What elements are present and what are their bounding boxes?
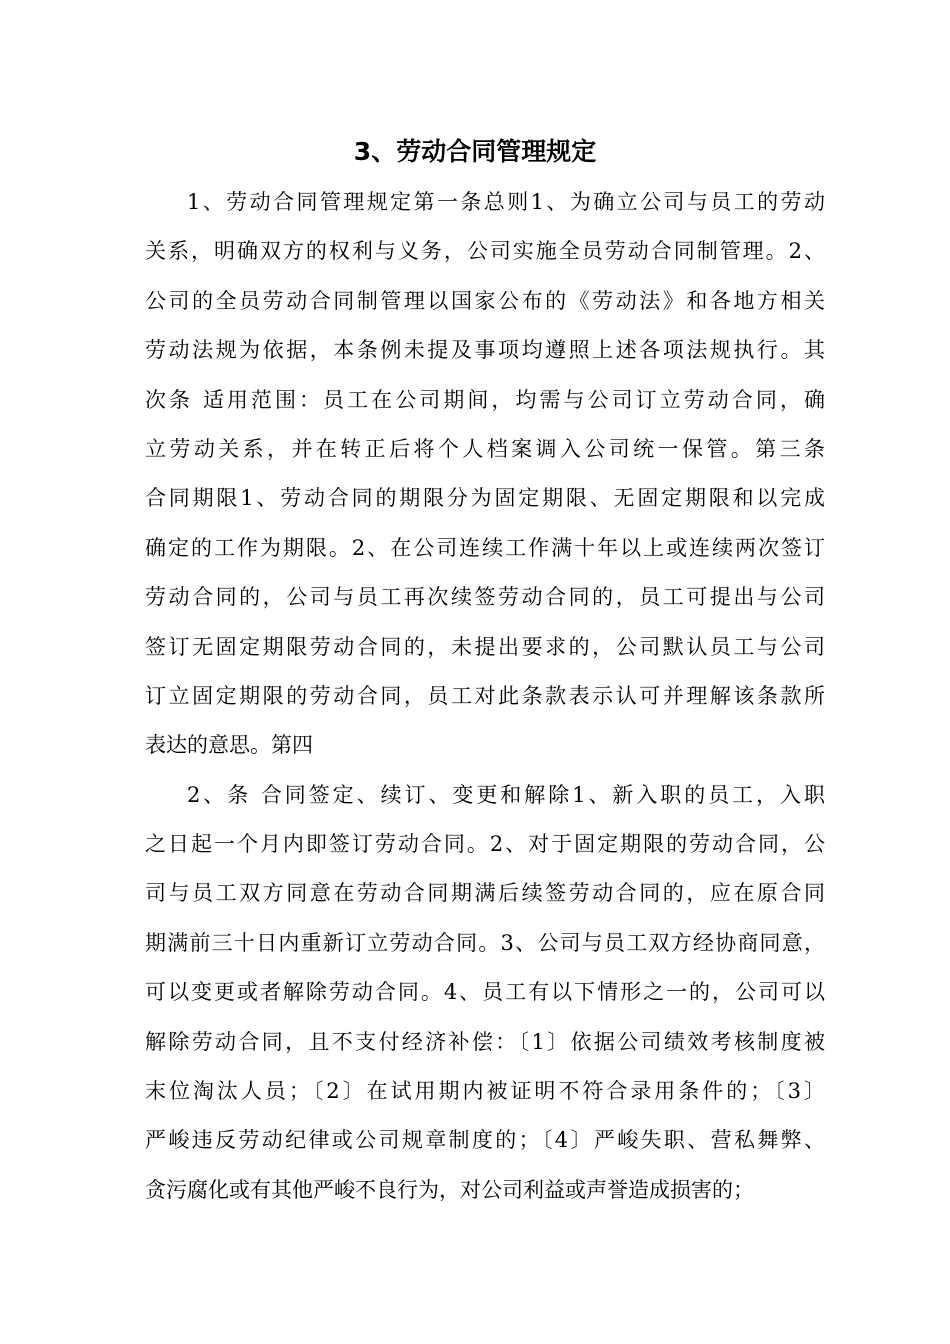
text-line: 严峻违反劳动纪律或公司规章制度的；〔4〕严峻失职、营私舞弊、 xyxy=(145,1128,825,1153)
text-line: 劳动合同的，公司与员工再次续签劳动合同的，员工可提出与公司 xyxy=(145,585,825,610)
text-line: 1、劳动合同管理规定第一条总则1、为确立公司与员工的劳动 xyxy=(187,190,825,214)
text-line: 签订无固定期限劳动合同的，未提出要求的，公司默认员工与公司 xyxy=(145,634,825,659)
text-line: 公司的全员劳动合同制管理以国家公布的《劳动法》和各地方相关 xyxy=(145,288,825,313)
paragraph-1 xyxy=(145,178,825,771)
text-line: 合同期限1、劳动合同的期限分为固定期限、无固定期限和以完成 xyxy=(145,486,825,511)
text-line: 确定的工作为期限。2、在公司连续工作满十年以上或连续两次签订 xyxy=(145,535,825,560)
text-line: 订立固定期限的劳动合同，员工对此条款表示认可并理解该条款所 xyxy=(145,683,825,708)
document-body xyxy=(145,178,825,1215)
text-line: 期满前三十日内重新订立劳动合同。3、公司与员工双方经协商同意， xyxy=(145,930,825,955)
text-line: 司与员工双方同意在劳动合同期满后续签劳动合同的，应在原合同 xyxy=(145,881,825,906)
text-line: 贪污腐化或有其他严峻不良行为，对公司利益或声誉造成损害的； xyxy=(145,1177,754,1202)
text-line: 关系，明确双方的权利与义务，公司实施全员劳动合同制管理。2、 xyxy=(145,239,825,264)
text-line: 次条 适用范围：员工在公司期间，均需与公司订立劳动合同，确 xyxy=(145,387,825,412)
text-line: 表达的意思。第四 xyxy=(145,733,313,758)
paragraph-2 xyxy=(145,771,825,1216)
text-line: 之日起一个月内即签订劳动合同。2、对于固定期限的劳动合同，公 xyxy=(145,832,825,857)
text-line: 末位淘汰人员；〔2〕在试用期内被证明不符合录用条件的；〔3〕 xyxy=(145,1079,825,1104)
document-title: 3、劳动合同管理规定 xyxy=(353,137,597,166)
text-line: 劳动法规为依据，本条例未提及事项均遵照上述各项法规执行。其 xyxy=(145,338,825,363)
text-line: 立劳动关系，并在转正后将个人档案调入公司统一保管。第三条 xyxy=(145,436,825,461)
text-line: 2、条 合同签定、续订、变更和解除1、新入职的员工，入职 xyxy=(187,782,825,807)
text-line: 解除劳动合同，且不支付经济补偿：〔1〕依据公司绩效考核制度被 xyxy=(145,1029,825,1054)
text-line: 可以变更或者解除劳动合同。4、员工有以下情形之一的，公司可以 xyxy=(145,980,825,1005)
